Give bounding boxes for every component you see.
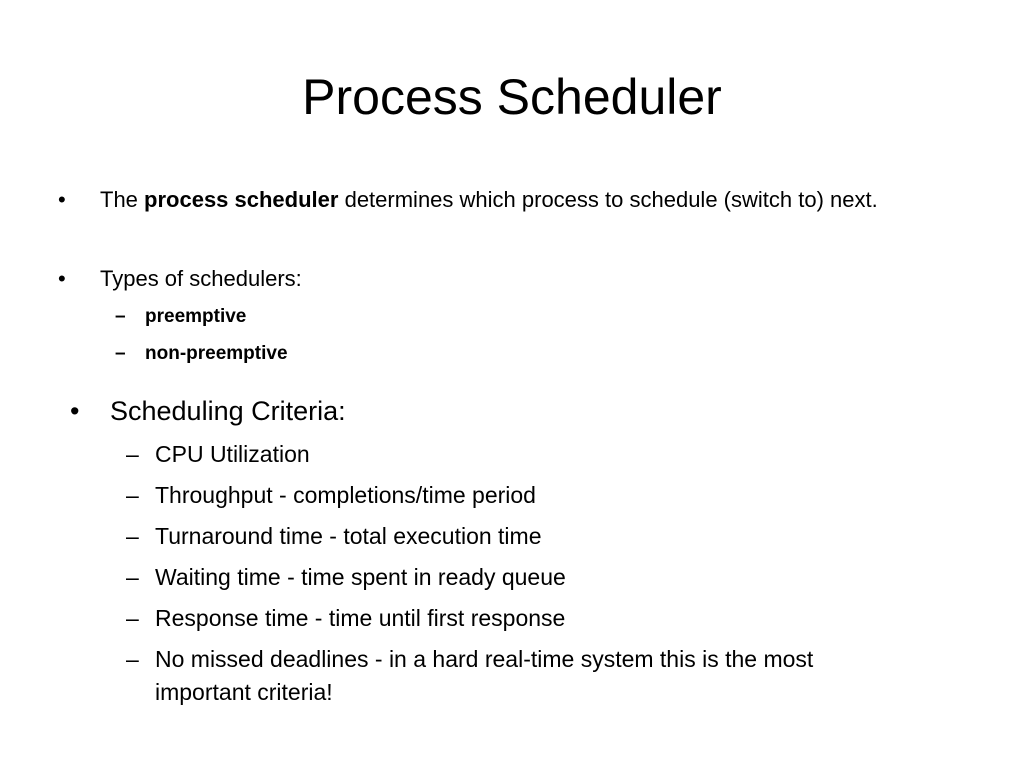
- bullet-dot: •: [58, 266, 66, 291]
- bullet-text: Scheduling Criteria:: [110, 396, 346, 426]
- dash-mark: –: [115, 343, 126, 364]
- sub-item-non-preemptive: [115, 340, 915, 368]
- criteria-item-throughput: [126, 479, 926, 512]
- bullet-text-prefix: The: [100, 187, 145, 212]
- criteria-item-text: Response time - time until first response: [155, 605, 566, 631]
- dash-mark: –: [126, 482, 139, 508]
- dash-mark: –: [126, 646, 139, 672]
- criteria-item-response-time: [126, 602, 926, 635]
- sub-item-text: non-preemptive: [145, 343, 288, 364]
- bullet-dot: •: [70, 396, 80, 426]
- bullet-text-suffix: determines which process to schedule (switch to) next.: [338, 187, 878, 212]
- dash-mark: –: [126, 523, 139, 549]
- bullet-types-of-schedulers: [58, 262, 958, 296]
- criteria-item-text: Turnaround time - total execution time: [155, 523, 542, 549]
- dash-mark: –: [126, 564, 139, 590]
- criteria-item-waiting-time: [126, 561, 926, 594]
- criteria-item-text: Throughput - completions/time period: [155, 482, 536, 508]
- bullet-process-scheduler: [58, 183, 958, 217]
- sub-item-preemptive: [115, 303, 915, 331]
- criteria-item-missed-deadlines: [126, 643, 906, 709]
- dash-mark: –: [115, 306, 126, 327]
- criteria-item-cpu-utilization: [126, 438, 926, 471]
- dash-mark: –: [126, 441, 139, 467]
- bullet-text: Types of schedulers:: [100, 266, 302, 291]
- criteria-item-text: CPU Utilization: [155, 441, 310, 467]
- bullet-text-bold: process scheduler: [144, 187, 339, 212]
- bullet-scheduling-criteria: [70, 393, 970, 429]
- criteria-item-text: No missed deadlines - in a hard real-time system this is the most important criteria!: [155, 646, 814, 705]
- criteria-item-text: Waiting time - time spent in ready queue: [155, 564, 566, 590]
- bullet-dot: •: [58, 187, 66, 212]
- dash-mark: –: [126, 605, 139, 631]
- sub-item-text: preemptive: [145, 306, 247, 327]
- criteria-item-turnaround: [126, 520, 926, 553]
- slide-title: Process Scheduler: [302, 69, 722, 125]
- bullet-text: [100, 183, 958, 217]
